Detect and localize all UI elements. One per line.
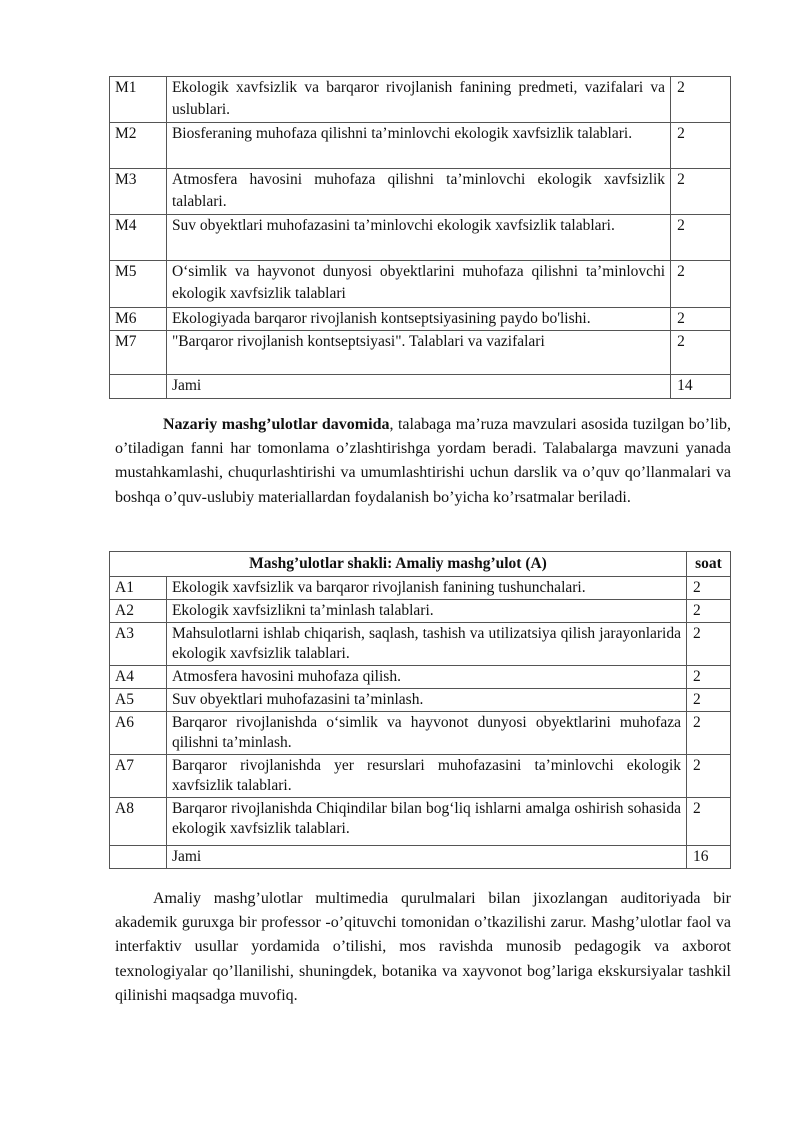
table-row bbox=[110, 689, 731, 712]
row-code: A3 bbox=[110, 623, 167, 666]
row-hours: 2 bbox=[671, 123, 731, 169]
table-header-hours: soat bbox=[687, 552, 731, 577]
table-total-row bbox=[110, 846, 731, 869]
row-hours: 2 bbox=[671, 215, 731, 261]
row-hours: 2 bbox=[687, 755, 731, 798]
row-topic: Ekologik xavfsizlik va barqaror rivojlanish fanining tushunchalari. bbox=[166, 577, 686, 600]
table-row bbox=[110, 798, 731, 846]
row-hours: 2 bbox=[687, 798, 731, 846]
total-label: Jami bbox=[166, 846, 686, 869]
table-row bbox=[110, 755, 731, 798]
row-topic: Suv obyektlari muhofazasini ta’minlash. bbox=[166, 689, 686, 712]
row-topic: Barqaror rivojlanishda o‘simlik va hayvonot dunyosi obyektlarini muhofaza qilishni ta’minlash. bbox=[166, 712, 686, 755]
row-topic: Biosferaning muhofaza qilishni ta’minlovchi ekologik xavfsizlik talablari. bbox=[166, 123, 670, 169]
table-row bbox=[110, 308, 731, 331]
row-topic: Barqaror rivojlanishda Chiqindilar bilan bog‘liq ishlarni amalga oshirish sohasida ekologik xavfsizlik talablari. bbox=[166, 798, 686, 846]
row-code: A4 bbox=[110, 666, 167, 689]
practical-paragraph: Amaliy mashg’ulotlar multimedia qurulmalari bilan jixozlangan auditoriyada bir akademik guruxga bir professor -o’qituvchi tomonidan o’tkazilishi zarur. Mashg’ulotlar faol va interfaktiv usullar yordamida o’tilishi, mos ravishda munosib pedagogik va axborot texnologiyalar qo’llanilishi, shuningdek, botanika va xayvonot bog’lariga ekskursiyalar tashkil qilinishi maqsadga muvofiq. bbox=[115, 890, 731, 1004]
total-hours: 14 bbox=[671, 375, 731, 399]
row-topic: Suv obyektlari muhofazasini ta’minlovchi ekologik xavfsizlik talablari. bbox=[166, 215, 670, 261]
row-code: M5 bbox=[110, 261, 167, 308]
row-topic: Barqaror rivojlanishda yer resurslari muhofazasini ta’minlovchi ekologik xavfsizlik talablari. bbox=[166, 755, 686, 798]
table-row bbox=[110, 215, 731, 261]
row-hours: 2 bbox=[671, 261, 731, 308]
row-hours: 2 bbox=[671, 169, 731, 215]
table-header-row bbox=[110, 552, 731, 577]
table-total-row bbox=[110, 375, 731, 399]
row-code: A2 bbox=[110, 600, 167, 623]
row-topic: Ekologik xavfsizlik va barqaror rivojlanish fanining predmeti, vazifalari va uslublari. bbox=[166, 77, 670, 123]
row-code: M4 bbox=[110, 215, 167, 261]
table-row bbox=[110, 600, 731, 623]
row-hours: 2 bbox=[687, 666, 731, 689]
total-hours: 16 bbox=[687, 846, 731, 869]
row-code: M3 bbox=[110, 169, 167, 215]
total-empty-cell bbox=[110, 375, 167, 399]
row-code: M7 bbox=[110, 331, 167, 375]
theory-paragraph-lead: Nazariy mashg’ulotlar davomida bbox=[163, 416, 390, 433]
row-topic: Ekologiyada barqaror rivojlanish kontseptsiyasining paydo bo'lishi. bbox=[166, 308, 670, 331]
row-code: M6 bbox=[110, 308, 167, 331]
table-row bbox=[110, 712, 731, 755]
lecture-topics-table bbox=[109, 76, 731, 399]
row-code: M2 bbox=[110, 123, 167, 169]
total-empty-cell bbox=[110, 846, 167, 869]
table-row bbox=[110, 331, 731, 375]
row-topic: Atmosfera havosini muhofaza qilish. bbox=[166, 666, 686, 689]
theory-paragraph-text: , talabaga ma’ruza mavzulari asosida tuzilgan bo’lib, o’tiladigan fanni har tomonlama o’zlashtirishga yordam beradi. Talabalarga mavzuni yanada mustahkamlashi, chuqurlashtirishi va umumlashtirishi uchun darslik va o’quv qo’llanmalari va boshqa o’quv-uslubiy materiallardan foydalanish bo’yicha ko’rsatmalar beriladi. bbox=[115, 416, 732, 506]
table-row bbox=[110, 577, 731, 600]
practical-topics-table bbox=[109, 551, 731, 869]
row-hours: 2 bbox=[687, 577, 731, 600]
table-row bbox=[110, 623, 731, 666]
theory-paragraph bbox=[115, 413, 731, 510]
row-code: A5 bbox=[110, 689, 167, 712]
row-code: A6 bbox=[110, 712, 167, 755]
row-hours: 2 bbox=[671, 77, 731, 123]
row-hours: 2 bbox=[687, 712, 731, 755]
total-label: Jami bbox=[166, 375, 670, 399]
table-row bbox=[110, 123, 731, 169]
row-hours: 2 bbox=[687, 600, 731, 623]
row-code: A1 bbox=[110, 577, 167, 600]
row-topic: O‘simlik va hayvonot dunyosi obyektlarini muhofaza qilishni ta’minlovchi ekologik xavfsizlik talablari bbox=[166, 261, 670, 308]
table-row bbox=[110, 666, 731, 689]
row-topic: Atmosfera havosini muhofaza qilishni ta’minlovchi ekologik xavfsizlik talablari. bbox=[166, 169, 670, 215]
row-code: A8 bbox=[110, 798, 167, 846]
table-header-title: Mashg’ulotlar shakli: Amaliy mashg’ulot (A) bbox=[110, 552, 687, 577]
table-row bbox=[110, 77, 731, 123]
row-hours: 2 bbox=[687, 689, 731, 712]
row-topic: Mahsulotlarni ishlab chiqarish, saqlash, tashish va utilizatsiya qilish jarayonlarida ekologik xavfsizlik talablari. bbox=[166, 623, 686, 666]
row-hours: 2 bbox=[671, 308, 731, 331]
row-code: M1 bbox=[110, 77, 167, 123]
row-code: A7 bbox=[110, 755, 167, 798]
table-row bbox=[110, 169, 731, 215]
row-topic: "Barqaror rivojlanish kontseptsiyasi". Talablari va vazifalari bbox=[166, 331, 670, 375]
row-topic: Ekologik xavfsizlikni ta’minlash talablari. bbox=[166, 600, 686, 623]
table-row bbox=[110, 261, 731, 308]
row-hours: 2 bbox=[687, 623, 731, 666]
row-hours: 2 bbox=[671, 331, 731, 375]
